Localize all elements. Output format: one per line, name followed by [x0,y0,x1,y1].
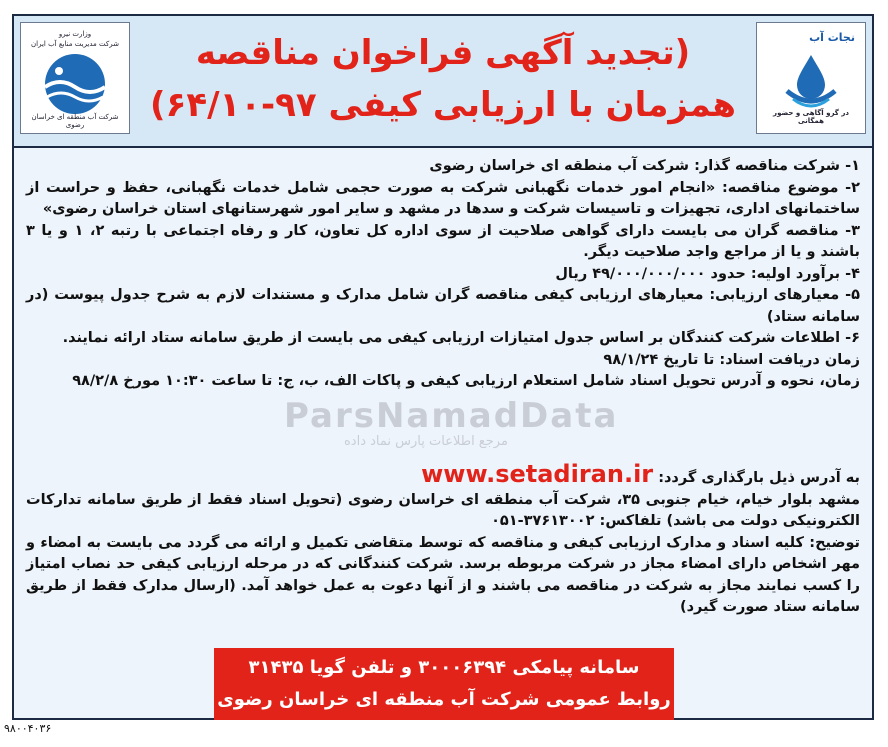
setadiran-link[interactable]: www.setadiran.ir [421,460,654,488]
company-text: شرکت آب منطقه ای خراسان رضوی [31,113,119,129]
upload-line [26,460,860,490]
docs-receive-time: زمان دریافت اسناد: تا تاریخ ۹۸/۱/۲۴ [603,351,860,368]
notice-body [26,156,860,393]
notice-title [139,30,747,128]
item-2: ۲- موضوع مناقصه: «انجام امور خدمات نگهبانی شرکت به صورت حجمی شامل خدمات نگهبانی، حفظ و حراست از ساختمانهای اداری، تجهیزات و تاسیسات شرکت و سدها در مشهد و سایر امور شهرستانهای استان خراسان رضوی» [26,179,860,217]
org-name: شرکت مدیریت منابع آب ایران [31,40,119,48]
watermark-sub: مرجع اطلاعات پارس نماد داده [344,434,508,449]
water-waves-icon [21,49,129,119]
item-1: ۱- شرکت مناقصه گذار: شرکت آب منطقه ای خراسان رضوی [429,158,860,174]
ministry-logo [20,22,130,134]
address-line: مشهد بلوار خیام، خیام جنوبی ۳۵، شرکت آب منطقه ای خراسان رضوی (تحویل اسناد فقط از طریق سامانه تدارکات الکترونیکی دولت می باشد) تلفاکس: ۳۷۶۱۳۰۰۲-۰۵۱ [26,491,860,529]
slogan-text: در گرو آگاهی و حضور همگانی [773,109,849,125]
brand-name: نجات آب [809,31,855,44]
notice-code: ۹۸۰۰۴۰۳۶ [4,722,52,735]
item-4: ۴- برآورد اولیه: حدود ۴۹/۰۰۰/۰۰۰/۰۰۰ ریال [555,265,860,282]
title-line-2: همزمان با ارزیابی کیفی ۹۷-۶۴/۱۰) [150,85,736,125]
ministry-name: وزارت نیرو [58,30,92,38]
note-paragraph: توضیح: کلیه اسناد و مدارک ارزیابی کیفی و مناقصه که توسط متقاضی تکمیل و ارائه می گردد می بایست به امضاء و مهر اشخاص دارای امضاء مجاز در شرکت مربوطه برسد. شرکت کنندگانی که در مرحله ارزیابی کیفی حد نصاب امتیاز را کسب نمایند مجاز به شرکت در مناقصه می باشند و از آنها دعوت به عمل خواهد آمد. (ارسال مدارک فقط از طریق سامانه ستاد صورت گیرد) [26,534,860,615]
item-6: ۶- اطلاعات شرکت کنندگان بر اساس جدول امتیازات ارزیابی کیفی می بایست از طریق سامانه ستاد ارائه نمایند. [62,330,860,346]
water-drop-hands-icon [757,49,865,109]
contact-footer [214,648,674,720]
item-5: ۵- معیارهای ارزیابی: معیارهای ارزیابی کیفی مناقصه گران شامل مدارک و مستندات لازم به شرح جدول پیوست (در سامانه ستاد) [26,287,860,325]
public-relations-line: روابط عمومی شرکت آب منطقه ای خراسان رضوی [217,689,671,710]
campaign-logo [756,22,866,134]
notice-frame [12,14,874,720]
title-line-1: (تجدید آگهی فراخوان مناقصه [195,33,691,73]
address-section [26,460,860,619]
notice-header [14,16,872,148]
item-3: ۳- مناقصه گران می بایست دارای گواهی صلاحیت از سوی اداره کل تعاون، کار و رفاه اجتماعی با رتبه ۲، ۱ و یا ۳ باشند و یا از مراجع واجد صلاحیت دیگر. [26,222,861,260]
docs-delivery-time: زمان، نحوه و آدرس تحویل اسناد شامل استعلام ارزیابی کیفی و پاکات الف، ب، ج: تا ساعت ۱۰:۳۰ مورخ ۹۸/۲/۸ [72,373,860,389]
sms-phone-line: سامانه پیامکی ۳۰۰۰۶۳۹۴ و تلفن گویا ۳۱۴۳۵ [248,657,640,678]
ministry-text [25,29,125,49]
watermark: ParsNamadData [284,396,619,436]
upload-prefix: به آدرس ذیل بارگذاری گردد: [658,470,860,486]
